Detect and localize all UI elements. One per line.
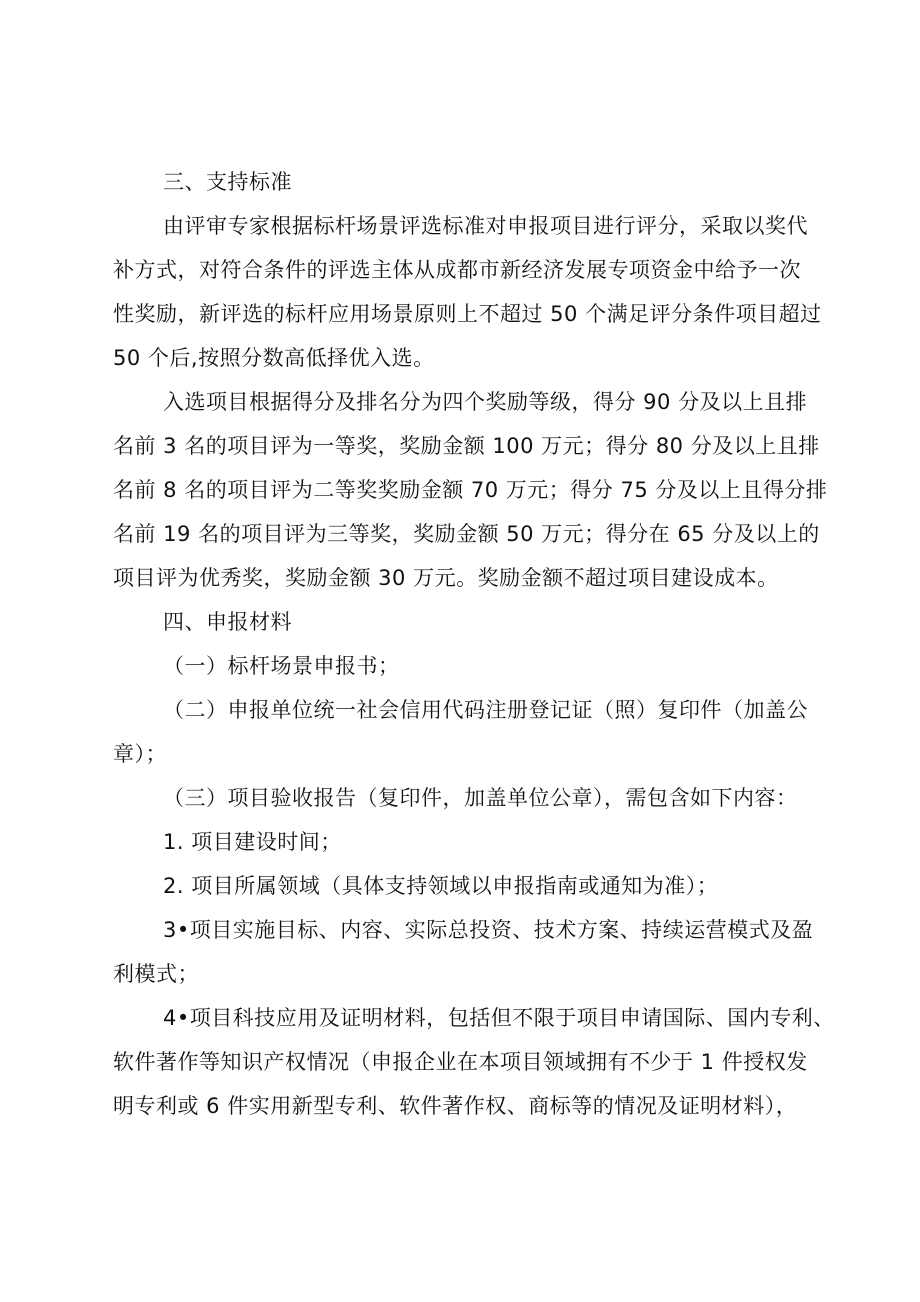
section-4: [113, 600, 835, 1128]
sub-item: 1. 项目建设时间；: [163, 830, 342, 854]
sub-item-continuation: 软件著作等知识产权情况（申报企业在本项目领域拥有不少于 1 件授权发: [113, 1050, 808, 1074]
document-body: [113, 160, 835, 1128]
paragraph-line: 项目评为优秀奖，奖励金额 30 万元。奖励金额不超过项目建设成本。: [113, 566, 779, 590]
paragraph-line: 性奖励，新评选的标杆应用场景原则上不超过 50 个满足评分条件项目超过: [113, 302, 822, 326]
paragraph-line: 补方式，对符合条件的评选主体从成都市新经济发展专项资金中给予一次: [113, 258, 801, 282]
sub-item-continuation: 明专利或 6 件实用新型专利、软件著作权、商标等的情况及证明材料），: [113, 1094, 798, 1118]
list-item-continuation: 章）；: [113, 742, 167, 766]
list-item: （一）标杆场景申报书；: [163, 654, 400, 678]
sub-item: 4•项目科技应用及证明材料，包括但不限于项目申请国际、国内专利、: [163, 1006, 835, 1030]
paragraph-line: 名前 19 名的项目评为三等奖，奖励金额 50 万元；得分在 65 分及以上的: [113, 522, 820, 546]
sub-item-continuation: 利模式；: [113, 962, 199, 986]
list-item: （二）申报单位统一社会信用代码注册登记证（照）复印件（加盖公: [163, 698, 808, 722]
list-item: （三）项目验收报告（复印件，加盖单位公章），需包含如下内容：: [163, 786, 798, 810]
paragraph-line: 入选项目根据得分及排名分为四个奖励等级，得分 90 分及以上且排: [163, 390, 808, 414]
paragraph-line: 名前 8 名的项目评为二等奖奖励金额 70 万元；得分 75 分及以上且得分排: [113, 478, 828, 502]
section-3: [113, 160, 828, 600]
paragraph-line: 名前 3 名的项目评为一等奖，奖励金额 100 万元；得分 80 分及以上且排: [113, 434, 820, 458]
section-heading: 三、支持标准: [163, 170, 292, 194]
paragraph-line: 50 个后,按照分数高低择优入选。: [113, 346, 435, 370]
section-heading: 四、申报材料: [163, 610, 292, 634]
paragraph-line: 由评审专家根据标杆场景评选标准对申报项目进行评分，采取以奖代: [163, 214, 808, 238]
sub-item: 2. 项目所属领域（具体支持领域以申报指南或通知为准）；: [163, 874, 719, 898]
sub-item: 3•项目实施目标、内容、实际总投资、技术方案、持续运营模式及盈: [163, 918, 814, 942]
